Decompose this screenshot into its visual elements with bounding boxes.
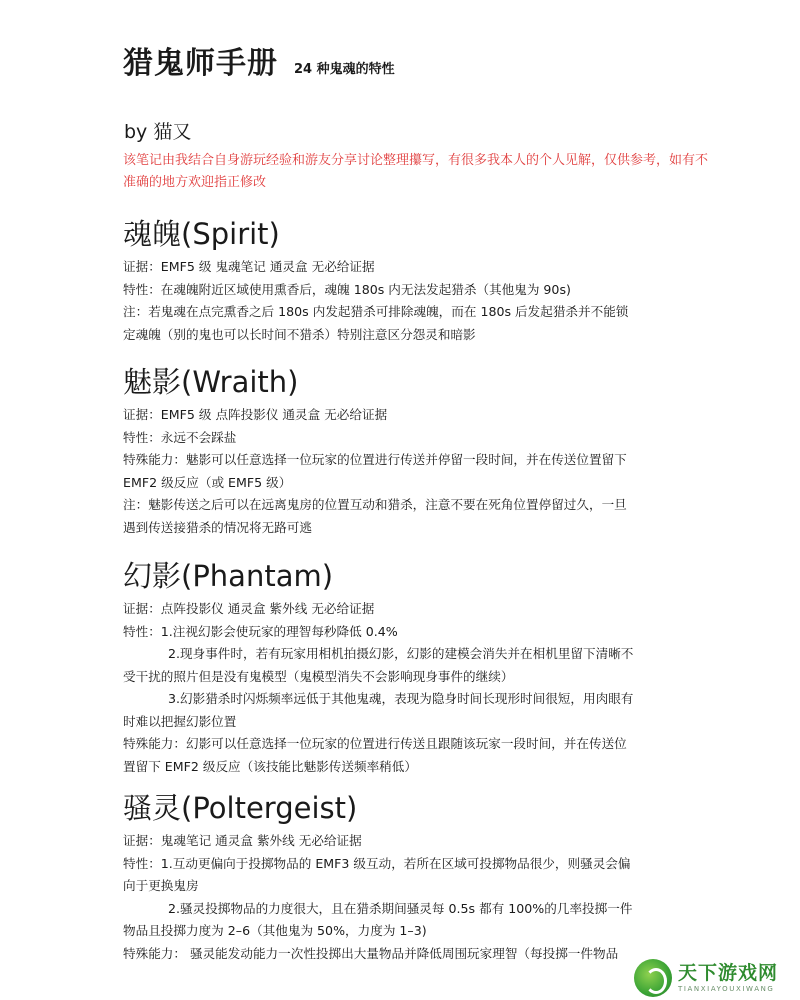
section-body [123,830,703,965]
section-heading: 魅影(Wraith) [123,365,299,399]
text-line: 特殊能力： 骚灵能发动能力一次性投掷出大量物品并降低周围玩家理智（每投掷一件物品 [123,945,619,961]
text-line: 证据：点阵投影仪 通灵盒 紫外线 无必给证据 [123,601,375,616]
text-line: 受干扰的照片但是没有鬼模型（鬼模型消失不会影响现身事件的继续） [123,668,514,684]
text-line: 注：魅影传送之后可以在远离鬼房的位置互动和猎杀，注意不要在死角位置停留过久，一旦 [123,497,627,512]
author-line: by 猫又 [124,121,192,143]
section-heading: 魂魄(Spirit) [123,217,280,251]
text-line: EMF2 级反应（或 EMF5 级） [123,474,292,490]
text-line: 时难以把握幻影位置 [123,713,237,729]
text-line: 证据：鬼魂笔记 通灵盒 紫外线 无必给证据 [123,833,362,848]
section-body [123,598,703,778]
disclaimer-note: 该笔记由我结合自身游玩经验和游友分享讨论整理攥写，有很多我本人的个人见解，仅供参考，如有不准确的地方欢迎指正修改 [123,153,709,190]
text-line: 物品且投掷力度为 2–6（其他鬼为 50%，力度为 1–3) [123,923,427,938]
section-body [123,404,703,539]
section-wraith [123,362,703,539]
leaf-logo-icon [634,959,672,997]
text-line: 特殊能力：幻影可以任意选择一位玩家的位置进行传送且跟随该玩家一段时间，并在传送位 [123,736,627,751]
site-watermark [634,958,794,998]
text-line: 遇到传送接猎杀的情况将无路可逃 [123,519,312,535]
section-heading: 骚灵(Poltergeist) [123,791,358,825]
text-line: 向于更换鬼房 [123,878,199,893]
watermark-text [678,962,778,994]
section-phantam [123,556,703,778]
page-subtitle: 24 种鬼魂的特性 [294,62,395,77]
page-title: 猎鬼师手册 [123,46,278,81]
text-line: 特殊能力：魅影可以任意选择一位玩家的位置进行传送并停留一段时间，并在传送位置留下 [123,452,627,467]
text-line: 特性：在魂魄附近区域使用熏香后，魂魄 180s 内无法发起猎杀（其他鬼为 90s) [123,281,571,297]
text-line: 证据：EMF5 级 点阵投影仪 通灵盒 无必给证据 [123,407,388,422]
text-line: 特性：永远不会踩盐 [123,429,237,445]
section-body [123,256,703,346]
watermark-main: 天下游戏网 [678,962,779,984]
text-line: 证据：EMF5 级 鬼魂笔记 通灵盒 无必给证据 [123,259,375,274]
text-line: 3.幻影猎杀时闪烁频率远低于其他鬼魂，表现为隐身时间长现形时间很短，用肉眼有 [168,691,634,706]
text-line: 2.骚灵投掷物品的力度很大，且在猎杀期间骚灵每 0.5s 都有 100%的几率投掷一件 [168,900,633,916]
text-line: 注：若鬼魂在点完熏香之后 180s 内发起猎杀可排除魂魄，而在 180s 后发起猎杀并不能锁 [123,304,629,319]
text-line: 置留下 EMF2 级反应（该技能比魅影传送频率稍低） [123,758,417,774]
text-line: 2.现身事件时，若有玩家用相机拍摄幻影，幻影的建模会消失并在相机里留下清晰不 [168,646,634,661]
title-row [123,38,395,82]
section-spirit [123,214,703,346]
watermark-sub: TIANXIAYOUXIWANG [678,985,775,993]
section-poltergeist [123,788,703,965]
text-line: 定魂魄（别的鬼也可以长时间不猎杀）特别注意区分怨灵和暗影 [123,326,476,342]
text-line: 特性：1.互动更偏向于投掷物品的 EMF3 级互动，若所在区域可投掷物品很少，则骚灵会偏 [123,855,631,871]
section-heading: 幻影(Phantam) [123,559,334,593]
text-line: 特性：1.注视幻影会使玩家的理智每秒降低 0.4% [123,623,398,639]
